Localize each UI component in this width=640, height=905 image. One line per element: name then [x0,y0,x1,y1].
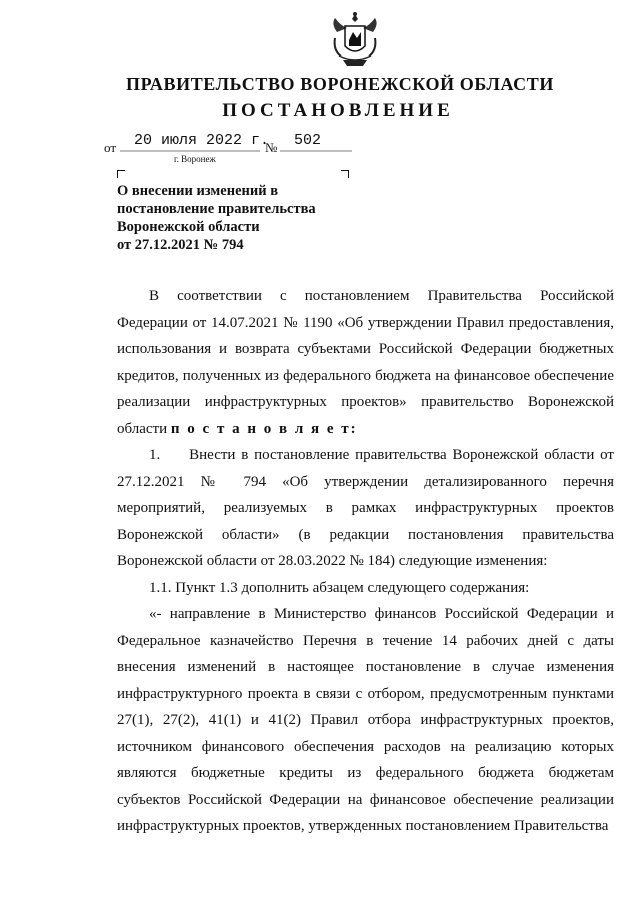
title-corner-left [117,170,125,178]
number-label: № [265,140,278,155]
number-value: 502 [294,132,322,149]
date-value: 20 июля 2022 г. [134,132,270,149]
city-name: г. Воронеж [174,154,216,164]
coat-of-arms-emblem [327,10,383,70]
title-line: от 27.12.2021 № 794 [117,237,244,253]
document-body [117,283,614,840]
government-name: ПРАВИТЕЛЬСТВО ВОРОНЕЖСКОЙ ОБЛАСТИ [126,74,554,94]
number-underline [280,150,352,152]
item-1-1-paragraph: 1.1. Пункт 1.3 дополнить абзацем следующего содержания: [149,579,530,596]
title-line: О внесении изменений в [117,183,279,199]
quoted-amendment-paragraph: «- направление в Министерство финансов Российской Федерации и Федеральное казначейство Перечня в течение 14 рабочих дней с даты внесения изменений в настоящее постановление в случае изменения инфраструктурного проекта в связи с отбором, предусмотренным пунктами 27(1), 27(2), 41(1) и 41(2) Правил отбора инфраструктурных проектов, источником финансового обеспечения расходов на реализацию которых являются бюджетные кредиты из федерального бюджета бюджетам субъектов Российской Федерации на финансовое обеспечение реализации инфраструктурных проектов, утвержденных постановлением Правительства [117,606,614,834]
preamble-paragraph [117,283,614,442]
title-line: Воронежской области [117,219,260,235]
preamble-text: В соответствии с постановлением Правительства Российской Федерации от 14.07.2021 № 1190 «Об утверждении Правил предоставления, использования и возврата субъектами Российской Федерации бюджетных кредитов, полученных из федерального бюджета на финансовое обеспечение реализации инфраструктурных проектов» правительство Воронежской области [117,288,614,437]
date-underline [120,150,260,152]
title-corner-right [341,170,349,178]
date-from-label: от [104,140,117,155]
document-type: ПОСТАНОВЛЕНИЕ [222,100,454,121]
item-1-paragraph: 1. Внести в постановление правительства Воронежской области от 27.12.2021 № 794 «Об утверждении детализированного перечня мероприятий, реализуемых в рамках инфраструктурных проектов Воронежской области» (в редакции постановления правительства Воронежской области от 28.03.2022 № 184) следующие изменения: [117,447,614,569]
decree-word: п о с т а н о в л я е т: [170,420,358,437]
document-title [117,182,316,254]
title-line: постановление правительства [117,201,316,217]
